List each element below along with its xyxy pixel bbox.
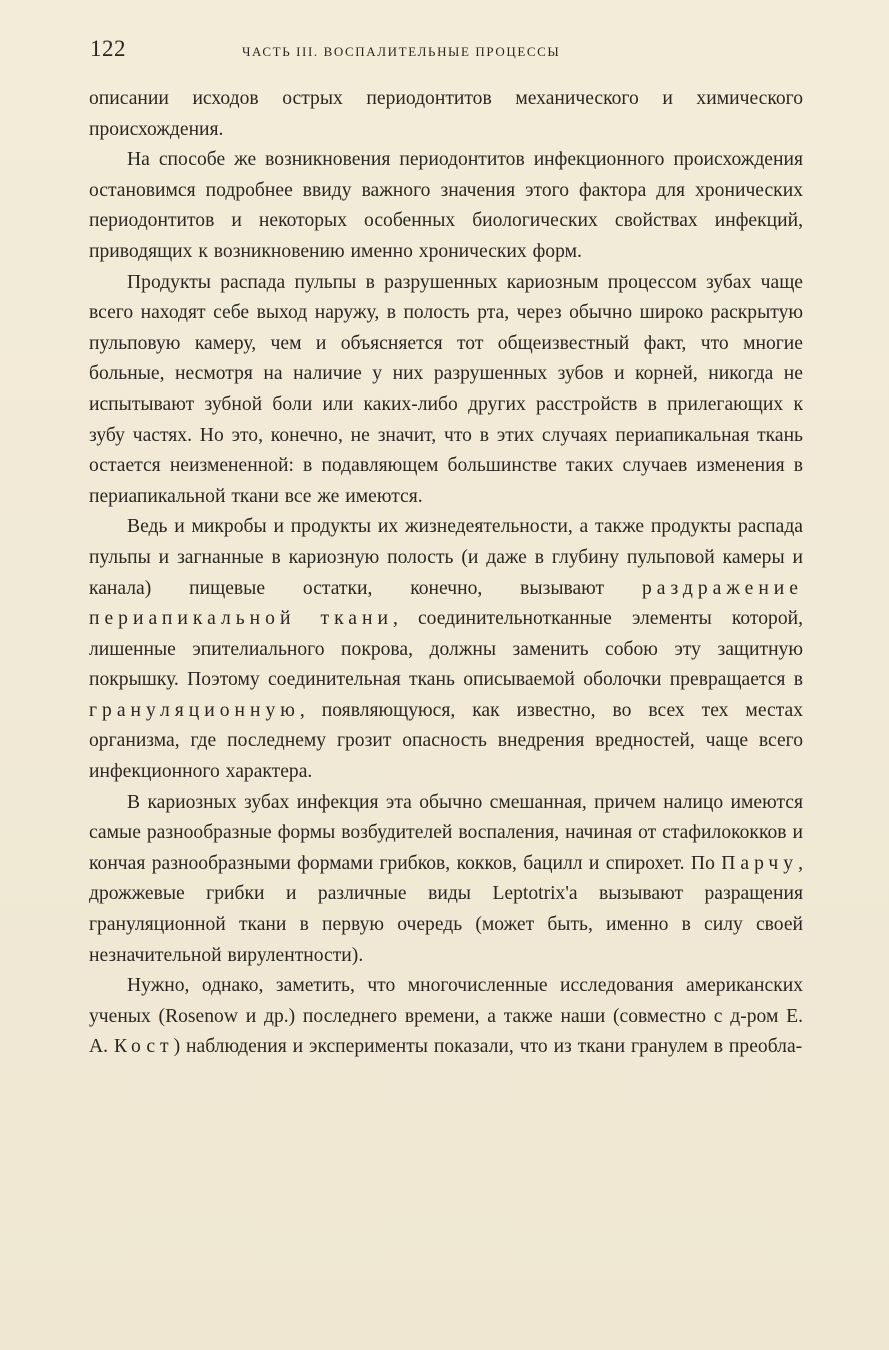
text-run: описании исходов острых периодонтитов механического и химического происхождения. [89, 88, 803, 140]
paragraph [89, 971, 803, 1063]
paragraph [89, 788, 803, 972]
page-header [90, 36, 799, 66]
page-body [89, 84, 803, 1063]
text-run: Продукты распада пульпы в разрушенных кариозным процессом зубах чаще всего находят себе выход наружу, в полость рта, через обычно широко раскрытую пульповую камеру, чем и объясняется тот общеизвестный факт, что многие больные, несмотря на наличие у них разрушенных зубов и корней, никогда не испытывают зубной боли или каких-либо других расстройств в прилегающих к зубу частях. Но это, конечно, не значит, что в этих случаях периапикальная ткань остается неизмененной: в подавляющем большинстве таких случаев изменения в периапикальной ткани все же имеются. [89, 271, 803, 507]
emphasized-text: Парчу [721, 852, 799, 874]
text-run: Ведь и микробы и продукты их жизнедеятельности, а также продукты распада пульпы и загнанные в кариозную полость (и даже в глубину пульповой камеры и канала) пищевые остатки, конечно, вызывают [89, 516, 803, 599]
text-run: Нужно, однако, заметить, что многочисленные исследования американских ученых (Rosenow и др.) последнего времени, а также наши (совместно с д-ром Е. А. [89, 975, 803, 1058]
paragraph [89, 512, 803, 787]
paragraph [89, 145, 803, 267]
emphasized-text: раздражение периапикальной ткани [89, 577, 803, 630]
running-title: ЧАСТЬ III. ВОСПАЛИТЕЛЬНЫЕ ПРОЦЕССЫ [242, 44, 561, 59]
page-number: 122 [90, 36, 126, 61]
text-run: , дрожжевые грибки и различные виды Leptotrix'a вызывают разращения грануляционной ткани в первую очередь (может быть, именно в силу своей незначительной вирулентности). [89, 852, 803, 966]
emphasized-text: грануляционную [89, 699, 300, 721]
text-run: ) наблюдения и эксперименты показали, что из ткани гранулем в преобла- [173, 1036, 803, 1058]
paragraph [89, 84, 803, 145]
paragraph [89, 268, 803, 513]
text-run: В кариозных зубах инфекция эта обычно смешанная, причем налицо имеются самые разнообразные формы возбудителей воспаления, начиная от стафилококков и кончая разнообразными формами грибков, кокков, бацилл и спирохет. По [89, 791, 803, 874]
emphasized-text: Кост [113, 1036, 174, 1058]
text-run: На способе же возникновения периодонтитов инфекционного происхождения остановимся подробнее ввиду важного значения этого фактора для хронических периодонтитов и некоторых особенных биологических свойствах инфекций, приводящих к возникновению именно хронических форм. [89, 149, 803, 262]
text-run: , появляющуюся, как известно, во всех тех местах организма, где последнему грозит опасность внедрения вредностей, чаще всего инфекционного характера. [89, 699, 803, 783]
text-run: , соединительнотканные элементы которой, лишенные эпителиального покрова, должны заменить собою эту защитную покрышку. Поэтому соединительная ткань описываемой оболочки превращается в [89, 608, 803, 691]
